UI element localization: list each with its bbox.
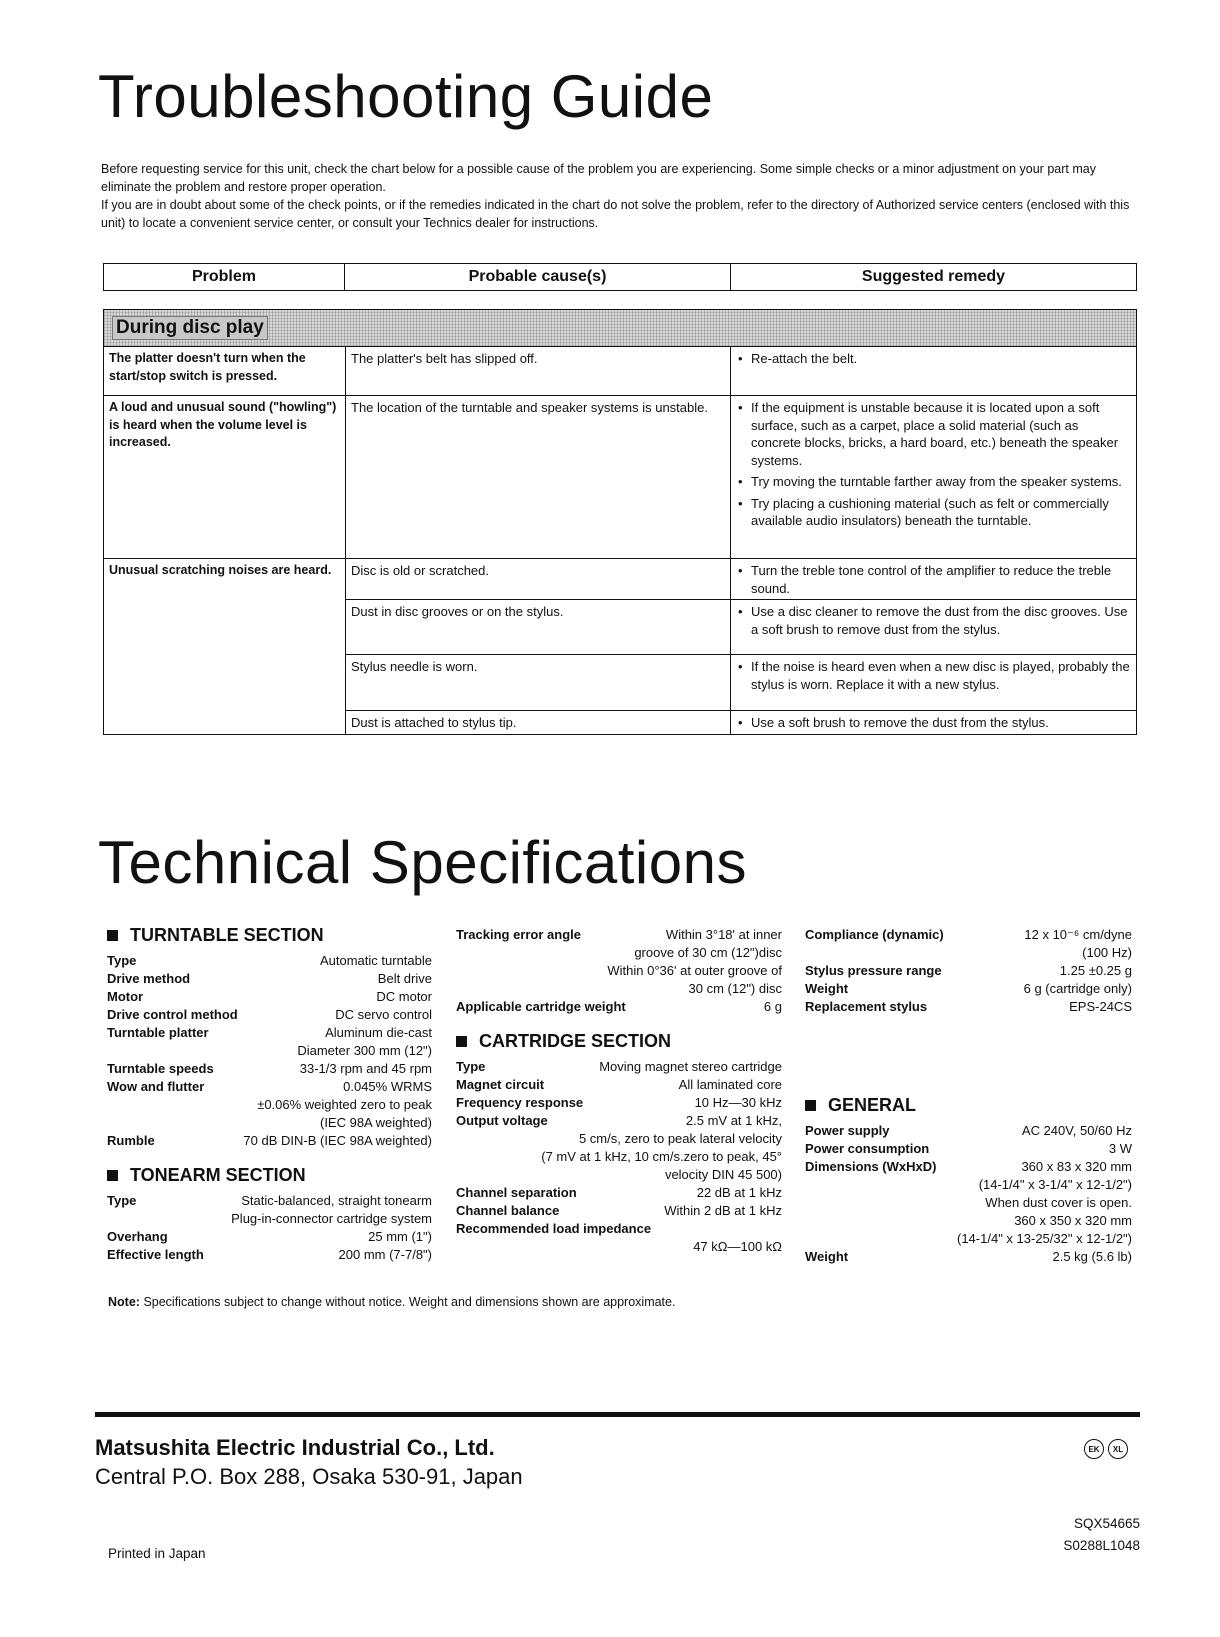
- spec-key: Type: [107, 1193, 137, 1208]
- spec-row: [805, 926, 1132, 944]
- spec-key: Frequency response: [456, 1095, 584, 1110]
- spec-key: Overhang: [107, 1229, 168, 1244]
- spec-value-continued: Plug-in-connector cartridge system: [231, 1211, 432, 1226]
- spec-row: [107, 1246, 432, 1264]
- region-mark-xl-icon: XL: [1108, 1439, 1128, 1459]
- spec-value-continued: When dust cover is open.: [985, 1195, 1132, 1210]
- troubleshooting-intro: [101, 160, 1131, 232]
- specifications-title: Technical Specifications: [98, 829, 748, 896]
- during-disc-play-band: [103, 309, 1137, 346]
- troubleshooting-table: [103, 346, 1137, 735]
- spec-row: [456, 1058, 782, 1076]
- document-codes: [1020, 1513, 1140, 1557]
- spec-row: [456, 926, 782, 944]
- spec-value: Aluminum die-cast: [325, 1025, 432, 1040]
- spec-value: Belt drive: [377, 971, 432, 986]
- remedy-cell: [731, 711, 1137, 735]
- spec-key: Weight: [805, 1249, 849, 1264]
- spec-value-continued: (14-1/4" x 3-1/4" x 12-1/2"): [978, 1177, 1132, 1192]
- spec-row: [805, 980, 1132, 998]
- spec-value-continued: 30 cm (12") disc: [688, 981, 782, 996]
- remedy-cell: [731, 347, 1137, 396]
- spec-value: 6 g (cartridge only): [1023, 981, 1132, 996]
- cause-cell: Dust is attached to stylus tip.: [346, 711, 731, 735]
- table-row: [104, 347, 1137, 396]
- spec-row: [107, 1078, 432, 1096]
- footer-divider: [95, 1412, 1140, 1417]
- remedy-cell: [731, 396, 1137, 559]
- spec-row: [107, 970, 432, 988]
- spec-value-continued: (100 Hz): [1082, 945, 1132, 960]
- spec-row: [107, 952, 432, 970]
- spec-key: Type: [456, 1059, 486, 1074]
- spec-value-continued: 5 cm/s, zero to peak lateral velocity: [578, 1131, 782, 1146]
- spec-row: [456, 1202, 782, 1220]
- intro-paragraph: If you are in doubt about some of the check points, or if the remedies indicated in the chart do not solve the problem, refer to the directory of Authorized service centers (enclosed with this unit) to locate a convenient service center, or consult your Technics dealer for instructions.: [101, 198, 1130, 230]
- spec-value: Within 2 dB at 1 kHz: [664, 1203, 782, 1218]
- cartridge-section-heading: [456, 1032, 782, 1050]
- section-heading-text: CARTRIDGE SECTION: [479, 1031, 672, 1051]
- problem-cell: The platter doesn't turn when the start/stop switch is pressed.: [104, 347, 346, 396]
- remedy-cell: [731, 600, 1137, 655]
- tonearm-section-heading: [107, 1166, 432, 1184]
- spec-value-continued: Within 0°36' at outer groove of: [607, 963, 782, 978]
- spec-row: [107, 1228, 432, 1246]
- spec-value: DC motor: [376, 989, 432, 1004]
- remedy-item: • Try moving the turntable farther away from the speaker systems.: [736, 473, 1131, 491]
- header-cause: Probable cause(s): [345, 264, 731, 290]
- spec-value: 1.25 ±0.25 g: [1059, 963, 1132, 978]
- spec-key: Drive control method: [107, 1007, 238, 1022]
- section-heading-text: TURNTABLE SECTION: [130, 925, 324, 945]
- spec-row: [805, 1140, 1132, 1158]
- problem-cell: A loud and unusual sound ("howling") is heard when the volume level is increased.: [104, 396, 346, 559]
- spec-value-continued: (IEC 98A weighted): [319, 1115, 432, 1130]
- spec-value: 12 x 10⁻⁶ cm/dyne: [1024, 927, 1132, 942]
- region-marks: [1084, 1439, 1128, 1459]
- spec-key: Drive method: [107, 971, 191, 986]
- spec-key: Power supply: [805, 1123, 890, 1138]
- remedy-item: • Use a soft brush to remove the dust from the stylus.: [736, 714, 1131, 732]
- section-bullet-icon: [805, 1100, 816, 1111]
- cause-cell: The platter's belt has slipped off.: [346, 347, 731, 396]
- problem-cell: Unusual scratching noises are heard.: [104, 559, 346, 735]
- spec-value: 10 Hz—30 kHz: [694, 1095, 782, 1110]
- general-section-heading: [805, 1096, 1132, 1114]
- spec-value-continued: Diameter 300 mm (12"): [297, 1043, 432, 1058]
- cause-cell: Dust in disc grooves or on the stylus.: [346, 600, 731, 655]
- spec-value: 6 g: [763, 999, 782, 1014]
- cause-cell: The location of the turntable and speaker systems is unstable.: [346, 396, 731, 559]
- spec-key: Channel separation: [456, 1185, 577, 1200]
- section-bullet-icon: [107, 1170, 118, 1181]
- company-address: Central P.O. Box 288, Osaka 530-91, Japan: [95, 1464, 523, 1489]
- spec-key: Type: [107, 953, 137, 968]
- spec-row: [107, 1060, 432, 1078]
- spec-value: 360 x 83 x 320 mm: [1021, 1159, 1132, 1174]
- spec-value: 2.5 mV at 1 kHz,: [685, 1113, 782, 1128]
- spec-key: Applicable cartridge weight: [456, 999, 626, 1014]
- spec-row: [456, 998, 782, 1016]
- spec-row: [456, 1094, 782, 1112]
- remedy-item: • If the noise is heard even when a new disc is played, probably the stylus is worn. Replace it with a new stylus.: [736, 658, 1131, 693]
- spec-value: Automatic turntable: [319, 953, 432, 968]
- spec-value: 200 mm (7-7/8"): [338, 1247, 432, 1262]
- cause-cell: Stylus needle is worn.: [346, 655, 731, 711]
- document-code: SQX54665: [1073, 1516, 1140, 1531]
- table-row: [104, 396, 1137, 559]
- spec-key: Turntable speeds: [107, 1061, 214, 1076]
- spec-value-continued: ±0.06% weighted zero to peak: [257, 1097, 432, 1112]
- spec-key: Compliance (dynamic): [805, 927, 944, 942]
- spec-row: [805, 1122, 1132, 1140]
- spec-value: Within 3°18' at inner: [665, 927, 782, 942]
- spec-value: AC 240V, 50/60 Hz: [1021, 1123, 1132, 1138]
- spec-key: Output voltage: [456, 1113, 548, 1128]
- spec-value: Static-balanced, straight tonearm: [241, 1193, 432, 1208]
- region-mark-ek-icon: EK: [1084, 1439, 1104, 1459]
- spec-key: Dimensions (WxHxD): [805, 1159, 937, 1174]
- note-label: Note:: [108, 1295, 140, 1309]
- spec-key: Effective length: [107, 1247, 204, 1262]
- spec-row: [805, 1158, 1132, 1176]
- spec-key: Recommended load impedance: [456, 1221, 652, 1236]
- spec-value-continued: 47 kΩ—100 kΩ: [693, 1239, 782, 1254]
- spec-row: [107, 1006, 432, 1024]
- spec-value: 25 mm (1"): [368, 1229, 432, 1244]
- table-row: [104, 559, 1137, 600]
- spec-value: 2.5 kg (5.6 lb): [1052, 1249, 1132, 1264]
- spec-row: [805, 962, 1132, 980]
- spec-value-continued: groove of 30 cm (12")disc: [634, 945, 782, 960]
- spec-value-continued: (14-1/4" x 13-25/32" x 12-1/2"): [957, 1231, 1132, 1246]
- spec-key: Power consumption: [805, 1141, 930, 1156]
- company-name: Matsushita Electric Industrial Co., Ltd.: [95, 1435, 495, 1460]
- spec-row: [107, 1192, 432, 1210]
- spec-value: 22 dB at 1 kHz: [696, 1185, 782, 1200]
- spec-key: Weight: [805, 981, 849, 996]
- spec-row: [456, 1076, 782, 1094]
- spec-key: Rumble: [107, 1133, 155, 1148]
- spec-key: Stylus pressure range: [805, 963, 942, 978]
- spec-row: [107, 988, 432, 1006]
- spec-row: [805, 998, 1132, 1016]
- section-bullet-icon: [456, 1036, 467, 1047]
- spec-value: 0.045% WRMS: [343, 1079, 432, 1094]
- remedy-item: • Try placing a cushioning material (such as felt or commercially available audio insulators) beneath the turntable.: [736, 495, 1131, 530]
- turntable-section-heading: [107, 926, 432, 944]
- spec-row: [107, 1024, 432, 1042]
- spec-value: 70 dB DIN-B (IEC 98A weighted): [243, 1133, 432, 1148]
- remedy-item: • If the equipment is unstable because it is located upon a soft surface, such as a carpet, place a solid material (such as concrete blocks, bricks, a hard board, etc.) beneath the speaker systems.: [736, 399, 1131, 469]
- spec-column-1: [107, 926, 432, 1264]
- cause-cell: Disc is old or scratched.: [346, 559, 731, 600]
- spec-column-3: [805, 926, 1132, 1266]
- spec-key: Motor: [107, 989, 144, 1004]
- specifications-note: [108, 1295, 675, 1309]
- spec-value: EPS-24CS: [1069, 999, 1132, 1014]
- spec-row: [456, 1112, 782, 1130]
- printed-in: Printed in Japan: [108, 1546, 206, 1561]
- remedy-item: • Turn the treble tone control of the amplifier to reduce the treble sound.: [736, 562, 1131, 597]
- spec-value-continued: (7 mV at 1 kHz, 10 cm/s.zero to peak, 45°: [541, 1149, 782, 1164]
- troubleshooting-title: Troubleshooting Guide: [98, 63, 714, 130]
- spec-value: DC servo control: [335, 1007, 432, 1022]
- spec-value: 33-1/3 rpm and 45 rpm: [299, 1061, 432, 1076]
- section-heading-text: TONEARM SECTION: [130, 1165, 306, 1185]
- spec-value: All laminated core: [678, 1077, 782, 1092]
- remedy-item: • Re-attach the belt.: [736, 350, 1131, 368]
- spec-key: Replacement stylus: [805, 999, 928, 1014]
- spec-row: [107, 1132, 432, 1150]
- band-label: During disc play: [112, 316, 268, 340]
- header-remedy: Suggested remedy: [861, 268, 1006, 285]
- spec-key: Tracking error angle: [456, 927, 581, 942]
- spec-row: [805, 1248, 1132, 1266]
- troubleshooting-table-header: [103, 263, 1137, 291]
- spec-value-continued: 360 x 350 x 320 mm: [1014, 1213, 1132, 1228]
- spec-key: Magnet circuit: [456, 1077, 545, 1092]
- remedy-item: • Use a disc cleaner to remove the dust from the disc grooves. Use a soft brush to remove dust from the stylus.: [736, 603, 1131, 638]
- spec-row: [456, 1184, 782, 1202]
- section-bullet-icon: [107, 930, 118, 941]
- document-code: S0288L1048: [1063, 1538, 1140, 1553]
- spec-value: 3 W: [1108, 1141, 1132, 1156]
- remedy-cell: [731, 655, 1137, 711]
- remedy-cell: [731, 559, 1137, 600]
- spec-row: [456, 1220, 782, 1238]
- header-problem: Problem: [104, 264, 345, 290]
- section-heading-text: GENERAL: [828, 1095, 917, 1115]
- spec-key: Turntable platter: [107, 1025, 209, 1040]
- note-text: Specifications subject to change without notice. Weight and dimensions shown are approximate.: [143, 1295, 676, 1309]
- spec-key: Channel balance: [456, 1203, 560, 1218]
- spec-value-continued: velocity DIN 45 500): [664, 1167, 782, 1182]
- intro-paragraph: Before requesting service for this unit, check the chart below for a possible cause of the problem you are experiencing. Some simple checks or a minor adjustment on your part may eliminate the problem and restore proper operation.: [101, 162, 1096, 194]
- spec-value: Moving magnet stereo cartridge: [599, 1059, 782, 1074]
- spec-column-2: [456, 926, 782, 1256]
- spec-key: Wow and flutter: [107, 1079, 205, 1094]
